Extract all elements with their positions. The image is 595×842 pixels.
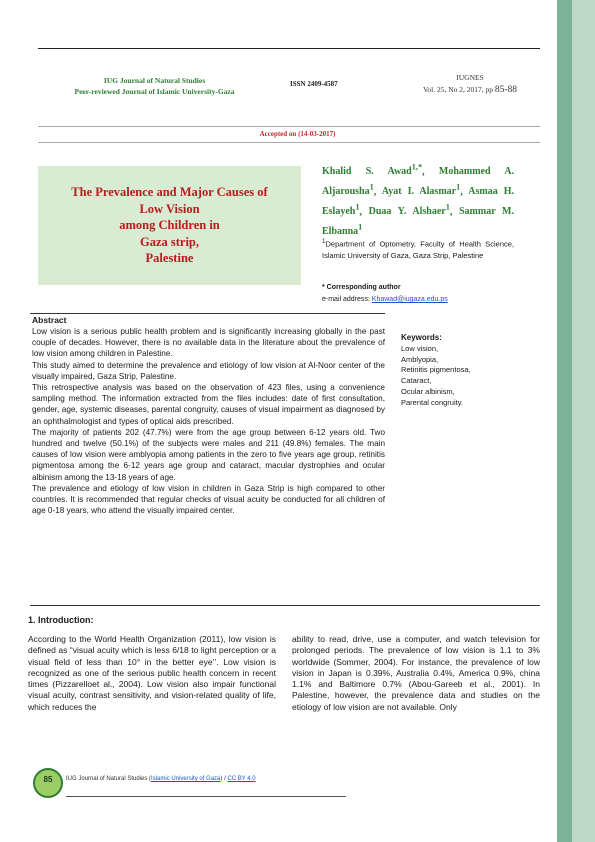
footer-citation: IUG Journal of Natural Studies (Islamic University of Gaza) / CC BY 4.0 <box>66 776 256 782</box>
intro-column-left: According to the World Health Organization (2011), low vision is defined as “visual acuity which is less 6/18 to light perception or a visual field of less than 10° in the better eye’’. Low vision is recognized as one of the serious public health concern in recent times (Pizzarelloet al., 2004). Low vision also impair functional visual acuity, contrast sensitivity, and vision-related quality of life, which reduces the <box>28 634 276 712</box>
author: Asmaa H. Eslayeh$^1$ <box>322 186 514 218</box>
author: Duaa Y. Alshaer$^1$ <box>368 202 450 218</box>
keywords-list <box>401 344 471 408</box>
email-line: e-mail address: Khawad@iugaza.edu.ps <box>322 296 448 303</box>
journal-name-block <box>42 75 267 97</box>
abstract-paragraph: Low vision is a serious public health problem and is significantly increasing globally in the past couple of decades. However, there is no available data in the literature about the prevalence of low vision among children in Palestine. <box>32 327 385 359</box>
abstract-heading: Abstract <box>32 315 67 325</box>
accepted-rule-top <box>38 126 540 127</box>
corresponding-author-label: * Corresponding author <box>322 284 401 291</box>
abstract-paragraph: This retrospective analysis was based on the observation of 423 files, using a convenience sampling method. The information extracted from the files includes: date of first consultation, gender, age, systemic diseases, parental congruity, causes of visual impairment as diagnosed by an ophthalmologist and types of optical aids prescribed. <box>32 383 385 426</box>
paper-title: The Prevalence and Major Causes of Low Vision among Children in Gaza strip, Palestine <box>71 185 268 265</box>
abstract-body <box>32 326 385 516</box>
keyword: Cataract, <box>401 376 432 386</box>
keyword: Parental congruity. <box>401 397 463 407</box>
section-rule <box>30 605 540 606</box>
introduction-heading: 1. Introduction: <box>28 615 94 625</box>
author-list: Khalid S. Awad$^{1,*}$, Mohammed A. Aljarousha$^1$, Ayat I. Alasmar$^1$, Asmaa H. Eslayeh$^1$, Duaa Y. Alshaer$^1$, Sammar M. Elbanna$^1$ <box>322 163 514 238</box>
author: Ayat I. Alasmar$^1$ <box>381 182 461 198</box>
author: Sammar M. Elbanna$^1$ <box>322 206 514 238</box>
page-range: 85-88 <box>494 85 518 95</box>
publisher-link[interactable]: Islamic University of Gaza <box>151 776 221 782</box>
abstract-rule <box>30 313 385 314</box>
affiliation: $^1$Department of Optometry, Faculty of Health Science, Islamic University of Gaza, Gaza Strip, Palestine <box>322 238 514 260</box>
journal-name: IUG Journal of Natural Studies <box>103 76 206 85</box>
footer-rule <box>66 796 346 797</box>
page-number: 85 <box>43 775 53 784</box>
keyword: Retinitis pigmentosa, <box>401 365 471 375</box>
journal-code: IUGNES <box>456 73 484 82</box>
journal-subtitle: Peer-reviewed Journal of Islamic University-Gaza <box>74 87 235 96</box>
author: Khalid S. Awad$^{1,*}$ <box>322 163 423 178</box>
abstract-paragraph: The prevalence and etiology of low vision in children in Gaza Strip is high compared to other countries. It is recommended that regular checks of visual acuity be conducted for all children of age 0-18 years, who attend the visually impaired center. <box>32 483 385 516</box>
issn: ISSN 2409-4587 <box>290 80 338 88</box>
license-link[interactable]: CC BY 4.0 <box>227 776 256 782</box>
abstract-paragraph: The majority of patients 202 (47.7%) were from the age group between 6-12 years old. Two hundred and twelve (50.1%) of the subjects were males and 211 (49.8%) females. The main causes of low vision were amblyopia among patients in the zero to five years age group, retinitis pigmentosa among the 6-12 years age group and cataract, macular dystrophies and ocular albinism among the 13-18 years of age. <box>32 427 385 482</box>
header-rule <box>38 48 540 49</box>
side-decoration-band-light <box>572 0 595 842</box>
author: Mohammed A. Aljarousha$^1$ <box>322 166 514 198</box>
volume-block <box>395 72 545 96</box>
email-link[interactable]: Khawad@iugaza.edu.ps <box>371 296 448 303</box>
accepted-rule-bottom <box>38 142 540 143</box>
keyword: Amblyopia, <box>401 354 439 364</box>
keyword: Low vision, <box>401 344 439 353</box>
keyword: Ocular albinism, <box>401 386 455 396</box>
volume-info: Vol. 25, No 2, 2017, pp 85-88 <box>422 85 518 95</box>
keywords-heading: Keywords: <box>401 333 442 342</box>
intro-column-right: ability to read, drive, use a computer, and watch television for prolonged periods. The prevalence of low vision is 1.1 to 3% worldwide (Sommer, 2004). For instance, the prevalence of low vision in Japan is 0.39%, Australia 0.4%, America 0.9%, china 1.1% and Baltimore 0.7% (Abou-Gareeb et al., 2001). In Palestine, however, the prevalence data and studies on the etiology of low vision are not available. Only <box>292 634 540 712</box>
accepted-date: Accepted on (14-03-2017) <box>259 130 336 138</box>
abstract-paragraph: This study aimed to determine the prevalence and etiology of low vision at Al-Noor center of the visually impaired, Gaza Strip, Palestine. <box>32 360 385 381</box>
